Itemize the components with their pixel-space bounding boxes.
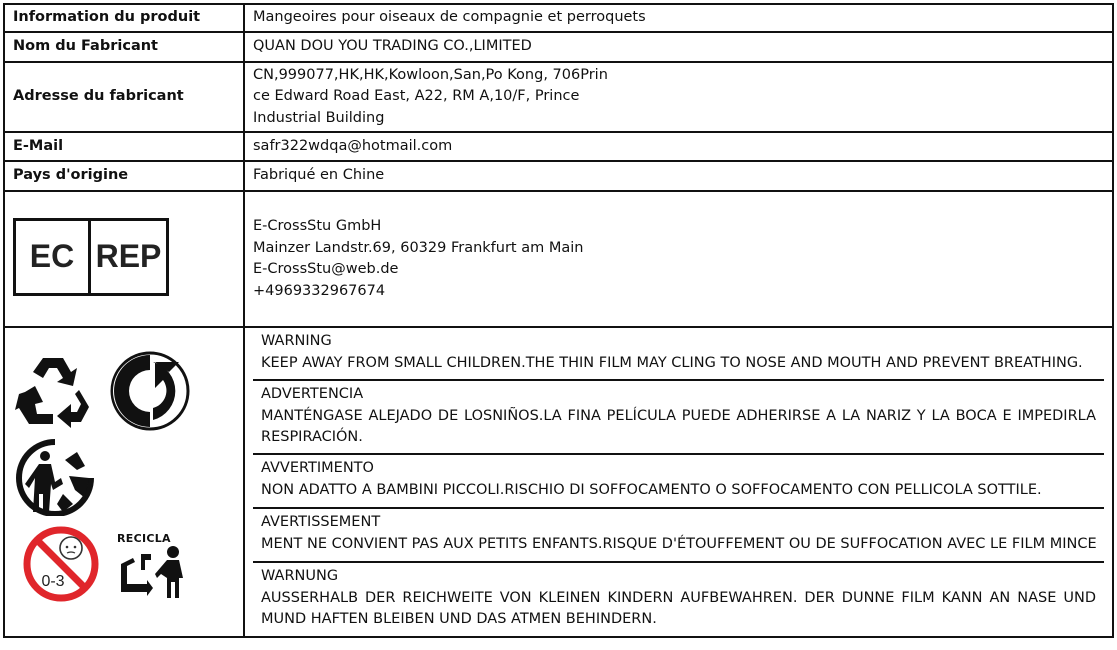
table-row — [4, 62, 1113, 132]
warning-text: NON ADATTO A BAMBINI PICCOLI.RISCHIO DI SOFFOCAMENTO O SOFFOCAMENTO CON PELLICOLA SOTTILE. — [261, 481, 1042, 498]
row-value-manufacturer: QUAN DOU YOU TRADING CO.,LIMITED — [244, 32, 1113, 62]
ec-rep-right: REP — [95, 238, 162, 275]
triman-icon — [15, 438, 97, 516]
row-value-origin: Fabriqué en Chine — [244, 161, 1113, 191]
product-info-table — [3, 3, 1114, 638]
ec-rep-line: +4969332967674 — [253, 282, 386, 299]
warning-title: ADVERTENCIA — [261, 386, 364, 402]
ec-rep-line: Mainzer Landstr.69, 60329 Frankfurt am Main — [253, 239, 584, 256]
ec-rep-cell — [4, 191, 244, 327]
row-label-product: Information du produit — [4, 4, 244, 32]
ec-rep-left: EC — [16, 221, 91, 293]
warning-de — [253, 563, 1104, 636]
row-value-email: safr322wdqa@hotmail.com — [244, 132, 1113, 161]
table-row — [4, 4, 1113, 32]
address-line: Industrial Building — [253, 109, 385, 126]
warning-text: KEEP AWAY FROM SMALL CHILDREN.THE THIN FILM MAY CLING TO NOSE AND MOUTH AND PREVENT BREATHING. — [261, 354, 1083, 371]
warning-title: AVVERTIMENTO — [261, 460, 374, 476]
row-label-email: E-Mail — [4, 132, 244, 161]
warning-title: WARNUNG — [261, 568, 339, 584]
row-label-address: Adresse du fabricant — [4, 62, 244, 132]
table-row — [4, 191, 1113, 327]
address-line: ce Edward Road East, A22, RM A,10/F, Prince — [253, 88, 580, 105]
table-row — [4, 32, 1113, 62]
recicla-icon — [117, 544, 189, 600]
address-line: CN,999077,HK,HK,Kowloon,San,Po Kong, 706Prin — [253, 66, 608, 83]
symbols-cell — [4, 327, 244, 637]
age-label: 0-3 — [41, 573, 65, 590]
table-row — [4, 327, 1113, 637]
ec-rep-line: E-CrossStu GmbH — [253, 218, 382, 234]
row-value-address — [244, 62, 1113, 132]
warning-text: MENT NE CONVIENT PAS AUX PETITS ENFANTS.RISQUE D'ÉTOUFFEMENT OU DE SUFFOCATION AVEC LE FILM MINCE — [261, 535, 1097, 552]
warning-title: AVERTISSEMENT — [261, 514, 381, 530]
row-label-manufacturer: Nom du Fabricant — [4, 32, 244, 62]
green-dot-icon — [109, 350, 191, 432]
recycle-icon — [13, 352, 93, 430]
no-children-0-3-icon — [21, 524, 101, 604]
ec-rep-symbol — [13, 218, 169, 296]
ec-rep-line: E-CrossStu@web.de — [253, 261, 399, 277]
warning-text: AUSSERHALB DER REICHWEITE VON KLEINEN KINDERN AUFBEWAHREN. DER DUNNE FILM KANN AN NASE UND MUND HAFTEN BLEIBEN UND DAS ATMEN BEHINDERN. — [261, 589, 1096, 627]
warning-text: MANTÉNGASE ALEJADO DE LOSNIÑOS.LA FINA PELÍCULA PUEDE ADHERIRSE A LA NARIZ Y LA BOCA E IMPEDIRLA RESPIRACIÓN. — [261, 407, 1096, 445]
warning-fr — [253, 509, 1104, 563]
warnings-cell — [244, 327, 1113, 637]
ec-rep-details — [244, 191, 1113, 327]
row-value-product: Mangeoires pour oiseaux de compagnie et perroquets — [244, 4, 1113, 32]
table-row — [4, 161, 1113, 191]
warning-it — [253, 455, 1104, 509]
table-row — [4, 132, 1113, 161]
recicla-label: RECICLA — [117, 532, 171, 545]
warning-es — [253, 381, 1104, 455]
row-label-origin: Pays d'origine — [4, 161, 244, 191]
warning-title: WARNING — [261, 333, 332, 349]
warning-en — [253, 328, 1104, 381]
